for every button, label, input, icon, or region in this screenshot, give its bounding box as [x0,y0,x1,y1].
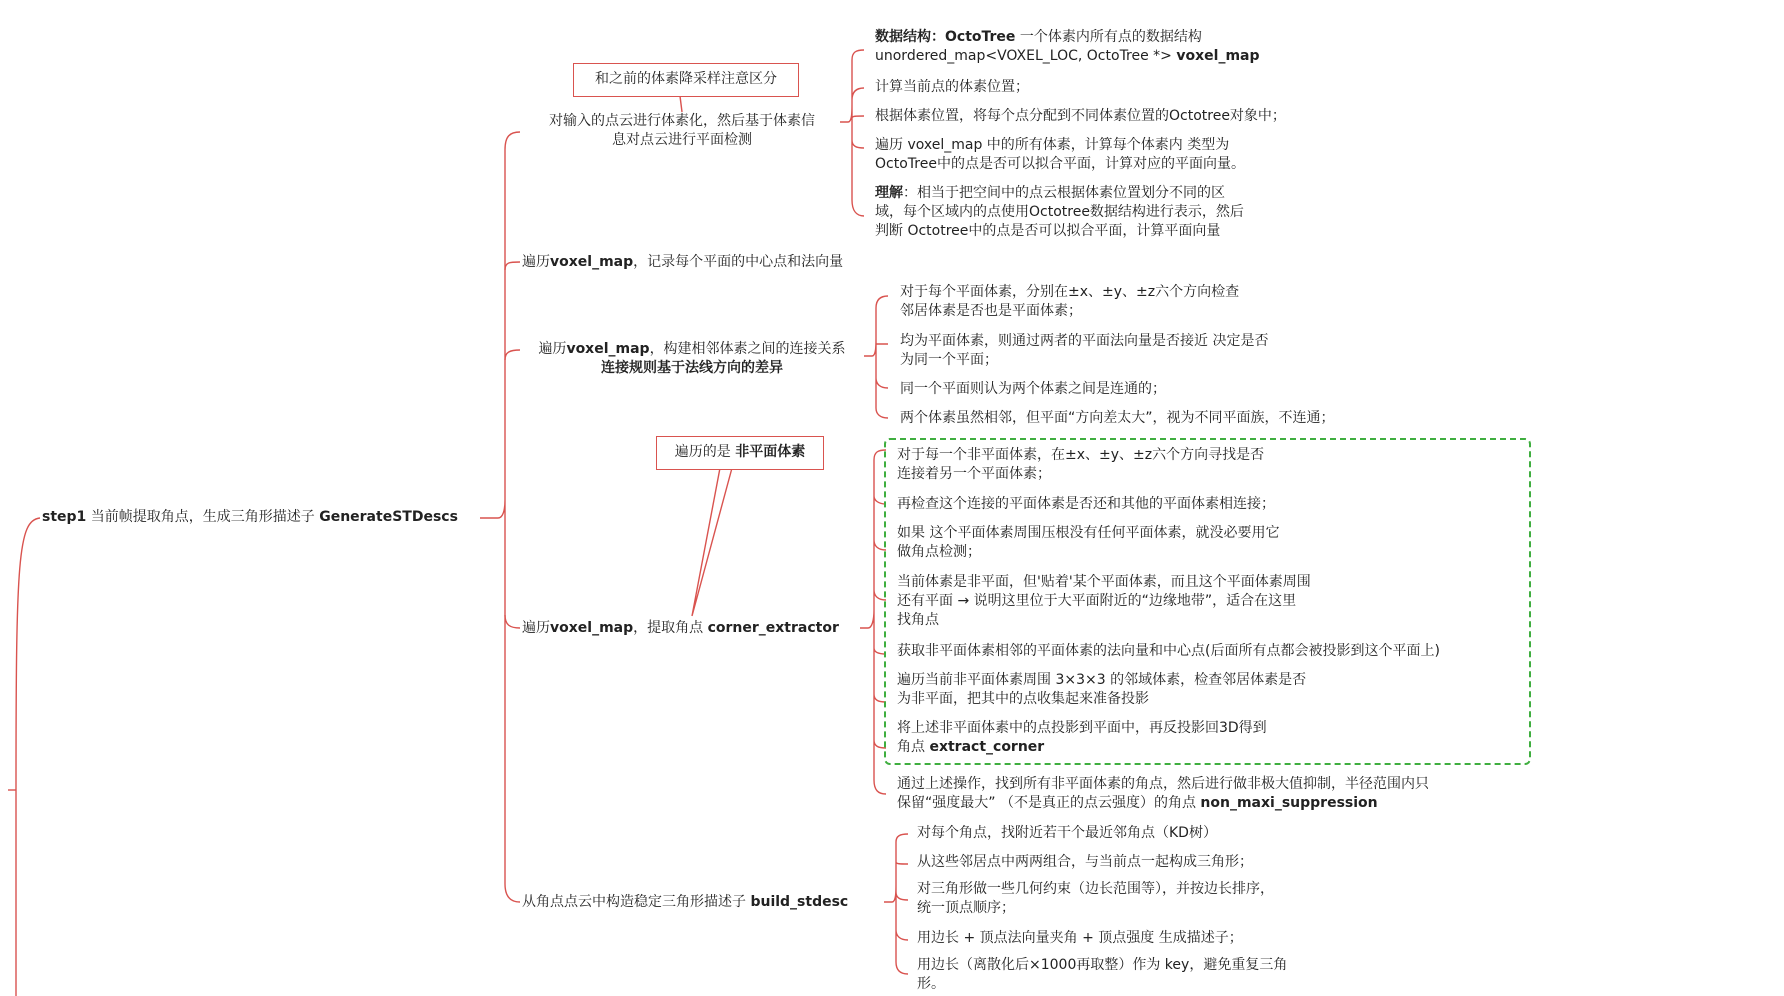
b4-c3-line2: 做角点检测； [897,544,981,560]
corner-note-pointer [692,468,732,616]
b4-c6-line1: 遍历当前非平面体素周围 3×3×3 的邻域体素，检查邻居体素是否 [897,672,1307,688]
b4-post: ，提取角点 [633,620,708,636]
branch-voxelize [522,112,842,150]
b2-post: ，记录每个平面的中心点和法向量 [633,254,844,270]
b3-c1-line1: 对于每个平面体素，分别在±x、±y、±z六个方向检查 [900,284,1240,300]
b1-child-compute-position: 计算当前点的体素位置； [875,79,1029,95]
b1-c5-label: 理解 [875,185,903,201]
b5-c5-line1: 用边长（离散化后×1000再取整）作为 key，避免重复三角 [917,957,1288,973]
voxel-note-pointer [680,96,682,112]
b1-child-fit-plane [875,136,1245,174]
b5-child-constraints [917,880,1274,918]
b4-child-find-plane-neighbor [897,446,1264,484]
b3-child-normal-compare [900,332,1268,370]
branch-corner-extractor [522,619,839,638]
b4-c4-line1: 当前体素是非平面，但'贴着'某个平面体素，而且这个平面体素周围 [897,574,1311,590]
b5-c3-line2: 统一顶点顺序； [917,900,1015,916]
b5-func: build_stdesc [750,894,849,910]
b4-pre: 遍历 [522,620,550,636]
b4-c1-line2: 连接着另一个平面体素； [897,466,1051,482]
b5-child-hash-key [917,956,1287,994]
main-stem [480,132,520,902]
corner-note-prefix: 遍历的是 [674,444,736,460]
b1-c4-line2: OctoTree中的点是否可以拟合平面，计算对应的平面向量。 [875,156,1245,172]
b4-bold: voxel_map [550,620,634,636]
b4-c8-line1: 通过上述操作，找到所有非平面体素的角点，然后进行做非极大值抑制，半径范围内只 [897,776,1429,792]
branch-connectivity [522,340,862,378]
root-node [42,508,458,527]
b4-c8-bold: non_maxi_suppression [1200,795,1378,811]
b3-c2-line2: 为同一个平面； [900,352,998,368]
b3-c1-line2: 邻居体素是否也是平面体素； [900,303,1082,319]
b5-child-triangles: 从这些邻居点中两两组合，与当前点一起构成三角形； [917,854,1253,870]
b3-child-not-connected: 两个体素虽然相邻，但平面“方向差太大”，视为不同平面族，不连通； [900,410,1335,426]
b1-c1-line2: unordered_map<VOXEL_LOC, OctoTree *> [875,48,1177,64]
b1-child-data-structure [875,28,1260,66]
corner-note-bold: 非平面体素 [735,444,806,460]
b1-c1-bold: OctoTree [945,29,1016,45]
b4-child-nms [897,775,1429,813]
b2-bold: voxel_map [550,254,634,270]
b3-pre: 遍历 [538,341,567,357]
b5-c3-line1: 对三角形做一些几何约束（边长范围等），并按边长排序， [917,881,1274,897]
b1-c1-line2-bold: voxel_map [1176,48,1260,64]
stem-to-b3 [505,350,520,360]
voxel-note: 和之前的体素降采样注意区分 [573,63,799,97]
b3-c2-line1: 均为平面体素，则通过两者的平面法向量是否接近 决定是否 [900,333,1269,349]
b1-child-assign-octotree: 根据体素位置，将每个点分配到不同体素位置的Octotree对象中； [875,108,1286,124]
b5-bracket [884,834,908,974]
b4-c4-line3: 找角点 [897,612,939,628]
b4-child-edge-zone [897,573,1311,630]
b4-child-get-normal: 获取非平面体素相邻的平面体素的法向量和中心点(后面所有点都会被投影到这个平面上) [897,643,1440,659]
b1-c1-label: 数据结构： [875,29,945,45]
b1-c5-line3: 判断 Octotree中的点是否可以拟合平面，计算平面向量 [875,223,1221,239]
b4-c7-line1: 将上述非平面体素中的点投影到平面中，再反投影回3D得到 [897,720,1267,736]
b1-bracket [840,50,864,216]
b3-bold: voxel_map [566,341,650,357]
b4-c8-line2: 保留“强度最大” （不是真正的点云强度）的角点 [897,795,1201,811]
b3-child-connected: 同一个平面则认为两个体素之间是连通的； [900,381,1166,397]
b4-child-project [897,719,1267,757]
b4-c7-bold: extract_corner [929,739,1045,755]
b3-child-check-neighbors [900,283,1239,321]
branch-voxelize-line1: 对输入的点云进行体素化，然后基于体素信 [549,113,815,129]
branch-record-planes [522,253,843,272]
b1-c1-rest: 一个体素内所有点的数据结构 [1015,29,1202,45]
b1-child-understanding [875,184,1244,241]
stem-to-b4 [505,615,520,628]
b1-c4-line1: 遍历 voxel_map 中的所有体素，计算每个体素内 类型为 [875,137,1230,153]
b3-post: ，构建相邻体素之间的连接关系 [649,341,846,357]
b4-c1-line1: 对于每一个非平面体素，在±x、±y、±z六个方向寻找是否 [897,447,1265,463]
b5-child-descriptor: 用边长 + 顶点法向量夹角 + 顶点强度 生成描述子； [917,930,1243,946]
branch-voxelize-line2: 息对点云进行平面检测 [612,132,752,148]
root-text: 当前帧提取角点，生成三角形描述子 [86,509,320,525]
b4-c4-line2: 还有平面 → 说明这里位于大平面附近的“边缘地带”，适合在这里 [897,593,1297,609]
branch-build-stdesc [522,893,848,912]
root-connector [16,518,40,996]
b4-child-skip [897,524,1279,562]
b4-c7-line2: 角点 [897,739,930,755]
b3-bracket [864,296,888,418]
root-prefix: step1 [42,509,87,525]
b4-child-collect-points [897,671,1306,709]
b4-func: corner_extractor [707,620,839,636]
corner-note [656,436,824,470]
root-func: GenerateSTDescs [319,509,458,525]
b4-bracket [860,450,886,794]
b3-line2: 连接规则基于法线方向的差异 [601,360,783,376]
b4-c6-line2: 为非平面，把其中的点收集起来准备投影 [897,691,1149,707]
b5-pre: 从角点点云中构造稳定三角形描述子 [522,894,751,910]
b2-pre: 遍历 [522,254,550,270]
b4-child-check-connected: 再检查这个连接的平面体素是否还和其他的平面体素相连接； [897,496,1275,512]
b5-child-knn: 对每个角点，找附近若干个最近邻角点（KD树） [917,825,1217,841]
b4-c3-line1: 如果 这个平面体素周围压根没有任何平面体素，就没必要用它 [897,525,1280,541]
stem-to-b2 [505,262,520,270]
b1-c5-line2: 域，每个区域内的点使用Octotree数据结构进行表示，然后 [875,204,1244,220]
b1-c5-line1: ：相当于把空间中的点云根据体素位置划分不同的区 [903,185,1225,201]
b5-c5-line2: 形。 [917,976,945,992]
